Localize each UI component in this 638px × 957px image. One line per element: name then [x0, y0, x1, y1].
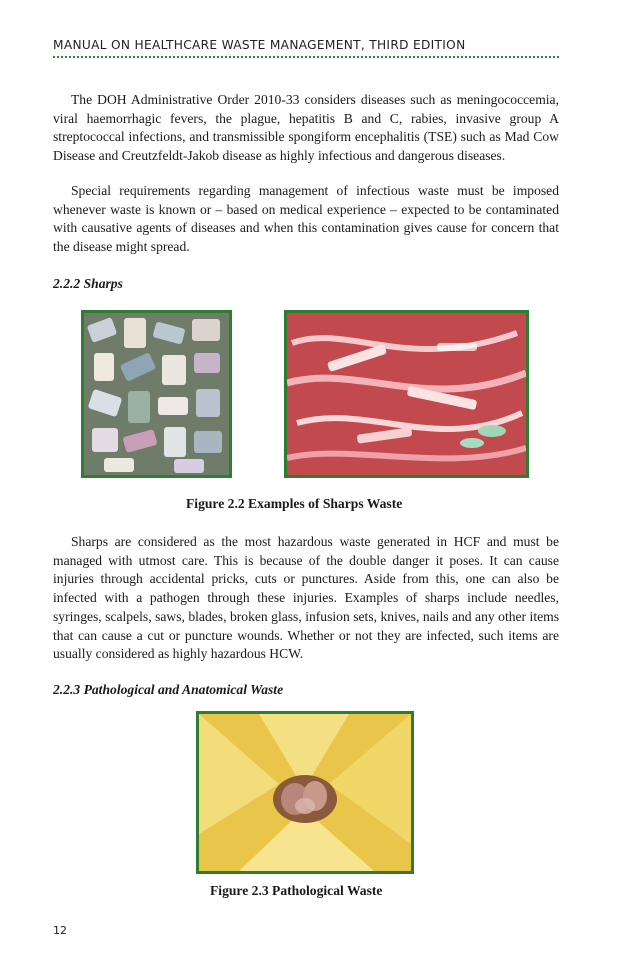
- body-paragraph-sharps: Sharps are considered as the most hazardous waste generated in HCF and must be managed with utmost care. This is because of the double danger it poses. It can cause injuries through accidental pricks, cuts or punctures. Aside from this, one can also be infected with a pathogen through these injuries. Examples of sharps include needles, syringes, scalpels, saws, blades, broken glass, infusion sets, knives, nails and any other items that can cause a cut or puncture wounds. Whether or not they are infected, such items are usually considered as highly hazardous HCW.: [53, 534, 559, 662]
- photo-sharps-vials: [81, 310, 232, 478]
- photo-pathological-waste: [196, 711, 414, 874]
- page-number: 12: [53, 924, 67, 937]
- figure-caption-pathological: Figure 2.3 Pathological Waste: [210, 883, 383, 898]
- section-heading-pathological: 2.2.3 Pathological and Anatomical Waste: [53, 682, 284, 697]
- figure-caption-sharps: Figure 2.2 Examples of Sharps Waste: [186, 496, 403, 511]
- running-header: MANUAL ON HEALTHCARE WASTE MANAGEMENT, THIRD EDITION: [53, 38, 559, 58]
- body-paragraph-diseases: The DOH Administrative Order 2010-33 considers diseases such as meningococcemia, viral haemorrhagic fevers, the plague, hepatitis B and C, rabies, invasive group A streptococcal infections, and transmissible spongiform encephalitis (TSE) such as Mad Cow Disease and Creutzfeldt-Jakob disease as highly infectious and dangerous diseases.: [53, 92, 559, 164]
- body-paragraph-requirements: Special requirements regarding management of infectious waste must be imposed whenever waste is known or – based on medical experience – expected to be contaminated with causative agents of diseases and when this contamination gives cause for concern that the disease might spread.: [53, 183, 559, 255]
- photo-sharps-infusion-sets: [284, 310, 529, 478]
- section-heading-sharps: 2.2.2 Sharps: [53, 276, 123, 291]
